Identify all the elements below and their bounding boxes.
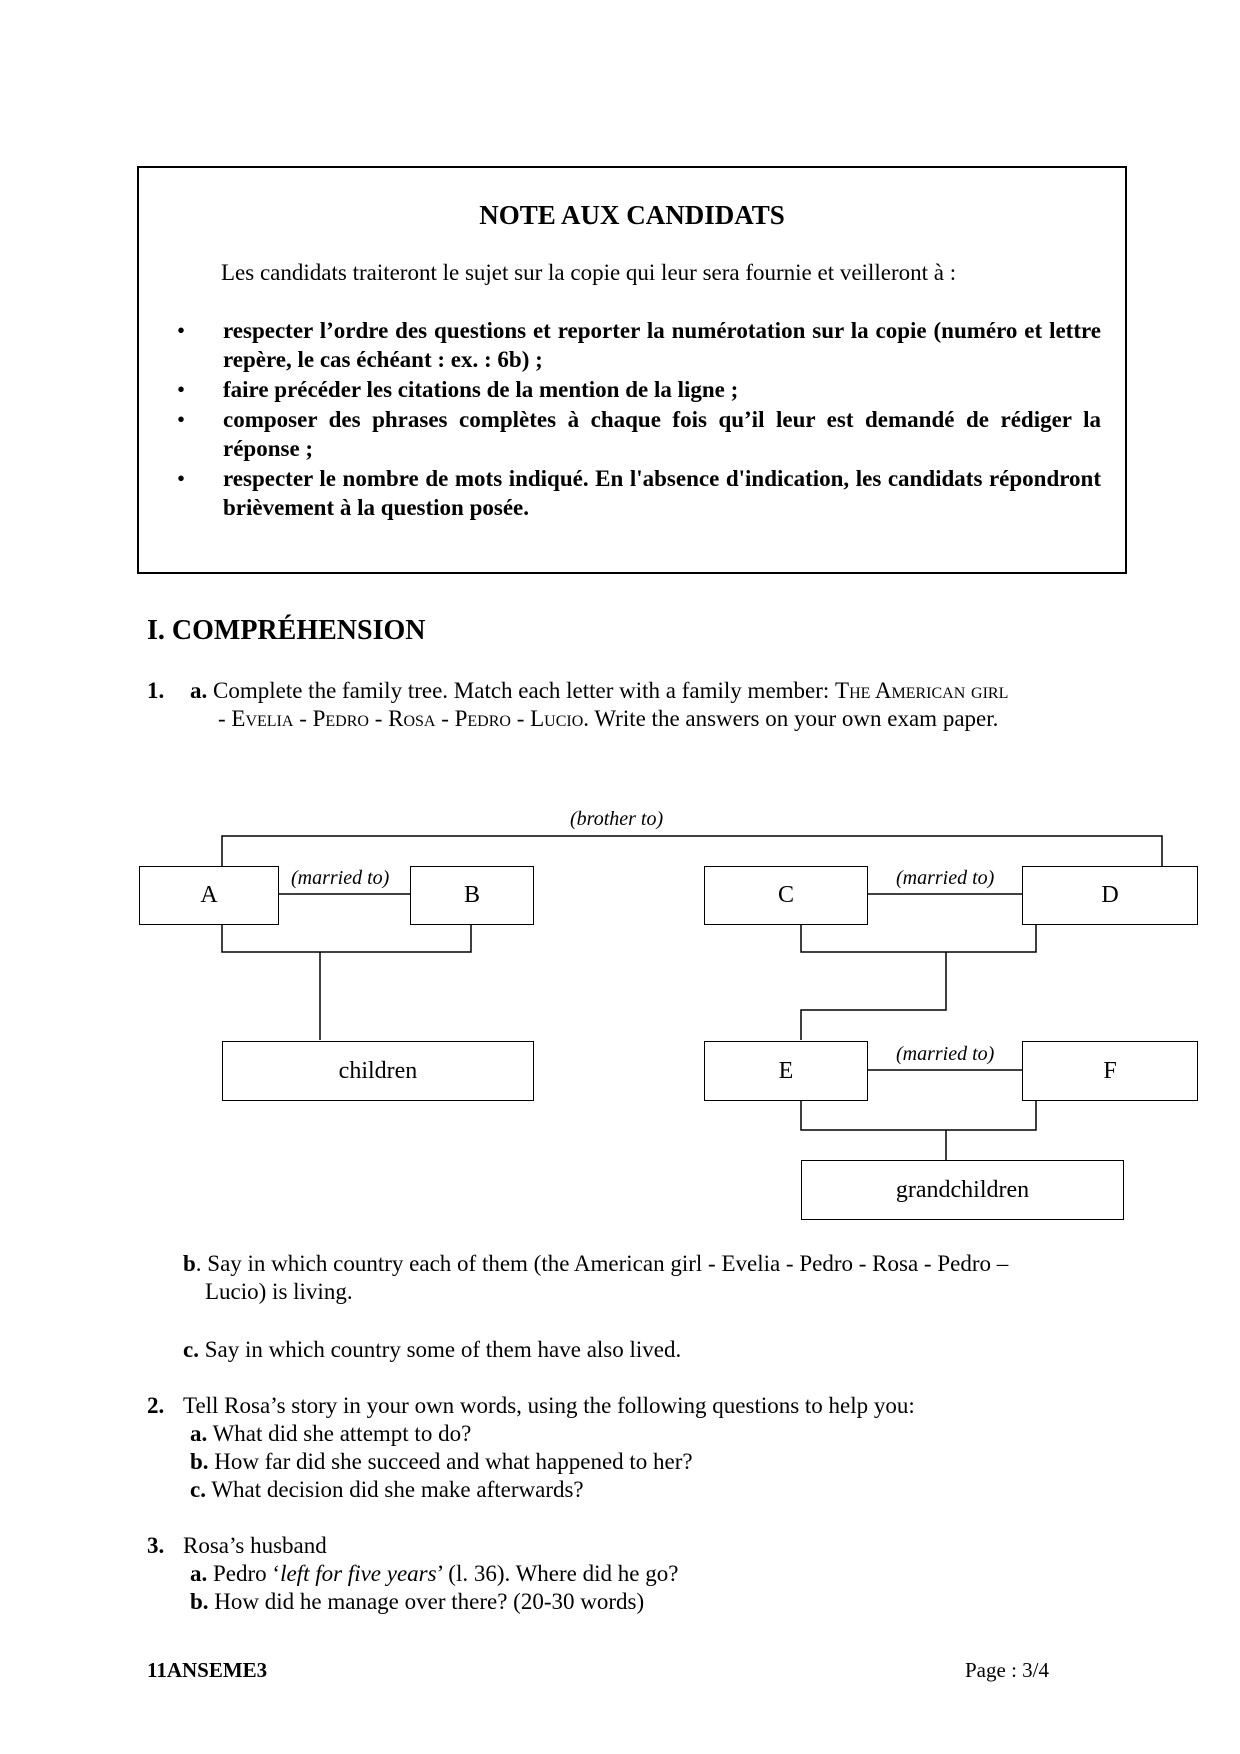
tree-box-f: F xyxy=(1022,1041,1198,1101)
tree-box-e: E xyxy=(704,1041,868,1101)
bullet-icon: • xyxy=(177,407,186,432)
tree-box-children: children xyxy=(222,1041,534,1101)
married-label-ef: (married to) xyxy=(896,1043,995,1065)
footer-code: 11ANSEME3 xyxy=(147,1658,268,1682)
footer-page: Page : 3/4 xyxy=(965,1658,1049,1682)
bullet-icon: • xyxy=(177,318,186,343)
note-box xyxy=(137,166,1127,574)
note-item: • faire précéder les citations de la mention de la ligne ; xyxy=(177,377,739,402)
note-list xyxy=(177,316,1101,523)
brother-label: (brother to) xyxy=(570,808,664,830)
ab-children-bracket xyxy=(222,923,471,952)
q2-text: Tell Rosa’s story in your own words, using the following questions to help you: xyxy=(183,1393,915,1418)
cd-children-bracket xyxy=(801,923,1036,952)
married-label-cd: (married to) xyxy=(896,867,995,889)
q1a-line2: - Evelia - Pedro - Rosa - Pedro - Lucio. Write the answers on your own exam paper. xyxy=(218,706,999,731)
tree-box-c: C xyxy=(704,866,868,925)
tree-box-d: D xyxy=(1022,866,1198,925)
q2-item-b: b. How far did she succeed and what happened to her? xyxy=(190,1449,693,1474)
note-intro: Les candidats traiteront le sujet sur la copie qui leur sera fournie et veilleront à : xyxy=(221,260,957,285)
note-item: • respecter l’ordre des questions et reporter la numérotation sur la copie (numéro et lettre repère, le cas échéant : ex. : 6b) ; xyxy=(177,318,1101,372)
ef-children-bracket xyxy=(801,1100,1036,1130)
note-item: • composer des phrases complètes à chaque fois qu’il leur est demandé de rédiger la réponse ; xyxy=(177,407,1101,461)
q3-text: Rosa’s husband xyxy=(183,1533,327,1558)
brother-connector xyxy=(222,836,1162,866)
section-title: I. COMPRÉHENSION xyxy=(147,615,426,646)
bullet-icon: • xyxy=(177,377,186,402)
married-label-ab: (married to) xyxy=(291,867,390,889)
q3-number: 3. xyxy=(147,1533,165,1558)
bullet-icon: • xyxy=(177,466,186,491)
q1-number: 1. xyxy=(147,678,165,703)
note-item: • respecter le nombre de mots indiqué. En l'absence d'indication, les candidats répondront brièvement à la question posée. xyxy=(177,466,1101,520)
q1a-line1: a. Complete the family tree. Match each letter with a family member: The American girl xyxy=(190,678,1009,703)
q1b-line1: b. Say in which country each of them (the American girl - Evelia - Pedro - Rosa - Pedro – xyxy=(183,1251,1009,1276)
q2-item-a: a. What did she attempt to do? xyxy=(190,1421,472,1446)
tree-box-a: A xyxy=(139,866,279,925)
cd-e-line xyxy=(801,952,946,1040)
q2-number: 2. xyxy=(147,1393,165,1418)
q3-item-a: a. Pedro ‘left for five years’ (l. 36). Where did he go? xyxy=(190,1561,679,1586)
q1c: c. Say in which country some of them have also lived. xyxy=(183,1337,682,1362)
q1b-line2: Lucio) is living. xyxy=(205,1279,353,1304)
note-title: NOTE AUX CANDIDATS xyxy=(479,200,785,230)
q2-item-c: c. What decision did she make afterwards? xyxy=(190,1477,584,1502)
tree-box-grandchildren: grandchildren xyxy=(801,1160,1124,1220)
q3-item-b: b. How did he manage over there? (20-30 words) xyxy=(190,1589,645,1614)
tree-box-b: B xyxy=(410,866,534,925)
